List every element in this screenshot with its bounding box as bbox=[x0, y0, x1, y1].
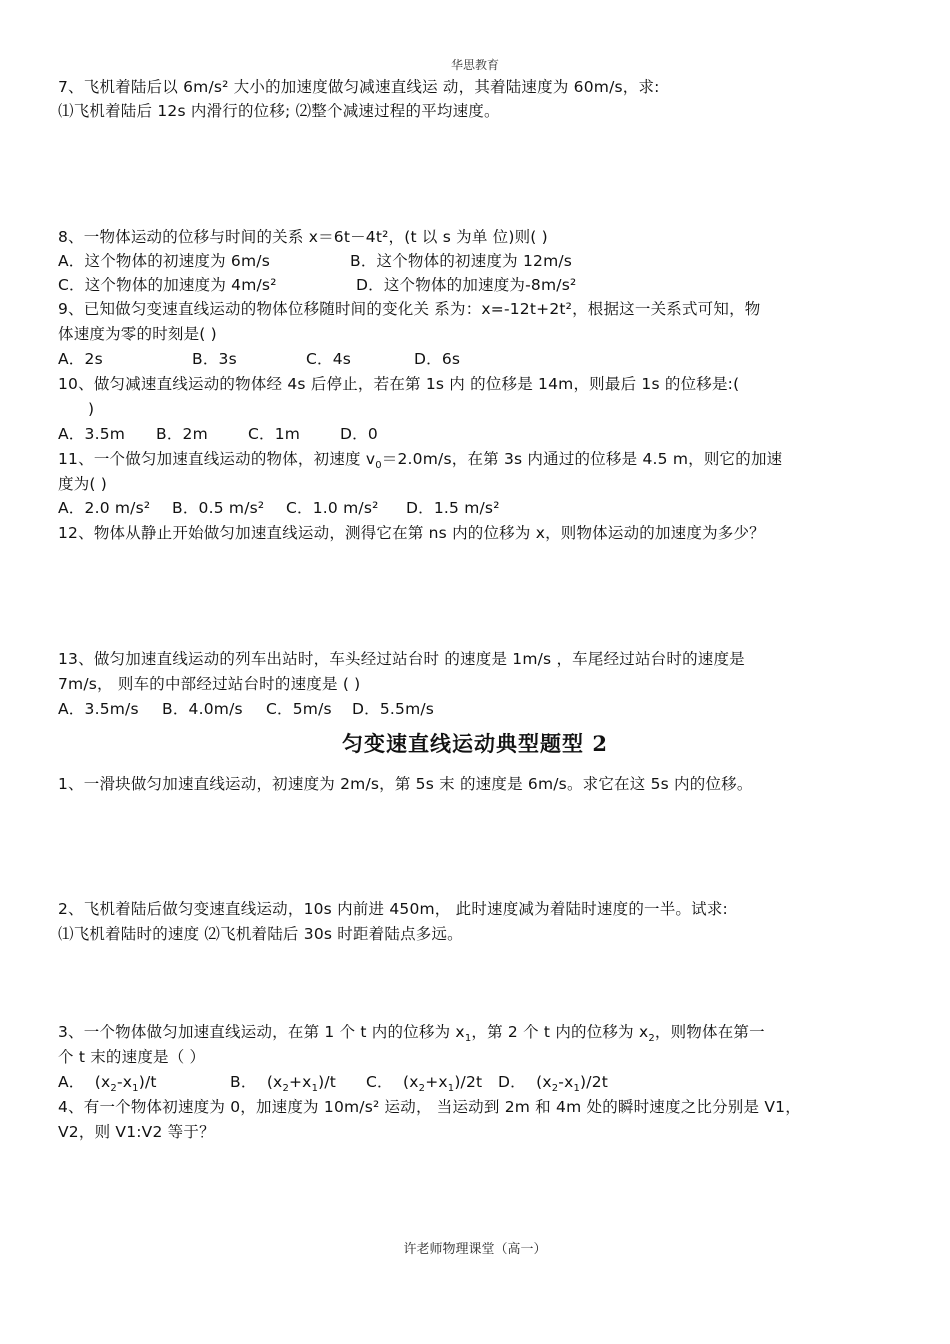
section-title: 匀变速直线运动典型题型 2 bbox=[342, 731, 608, 756]
s2q3-sub-2: 2 bbox=[648, 1033, 655, 1044]
s2q3-option-c bbox=[366, 1071, 498, 1093]
s2q3-b-s2: 1 bbox=[311, 1083, 319, 1094]
s2q3-d-s1: 2 bbox=[551, 1083, 559, 1094]
s2q3-option-d bbox=[498, 1071, 608, 1093]
s2q3-text-b: ，第 2 个 t 内的位移为 x bbox=[471, 1023, 649, 1041]
section2-question-3-line-1 bbox=[58, 1021, 894, 1043]
question-11-text-b: ＝2.0m/s，在第 3s 内通过的位移是 4.5 m，则它的加速 bbox=[381, 450, 783, 468]
question-8-options-row-1 bbox=[58, 250, 894, 272]
question-10-option-a: A．3.5m bbox=[58, 425, 126, 443]
question-9-options bbox=[58, 348, 894, 370]
section2-question-4-line-2: V2，则 V1:V2 等于？ bbox=[58, 1123, 215, 1141]
s2q3-a-c: )/t bbox=[138, 1073, 157, 1091]
section2-question-3-line-2: 个 t 末的速度是（ ） bbox=[58, 1048, 206, 1066]
s2q3-sub-1: 1 bbox=[464, 1033, 472, 1044]
s2q3-b-b: +x bbox=[289, 1073, 312, 1091]
s2q3-a-b: -x bbox=[116, 1073, 133, 1091]
question-10-line-2: ) bbox=[88, 400, 95, 418]
question-13-option-b: B．4.0m/s bbox=[162, 700, 243, 718]
question-9-line-1: 9、已知做匀变速直线运动的物体位移随时间的变化关 系为：x=-12t+2t²，根据这一关系式可知，物 bbox=[58, 300, 761, 318]
question-10-option-d: D．0 bbox=[340, 425, 378, 443]
question-9-option-a: A．2s bbox=[58, 350, 103, 368]
s2q3-a-a: (x bbox=[94, 1073, 111, 1091]
question-8-option-d: D．这个物体的加速度为-8m/s² bbox=[356, 276, 577, 294]
page-header: 华思教育 bbox=[450, 58, 499, 72]
s2q3-text-c: ，则物体在第一 bbox=[654, 1023, 765, 1041]
question-13-options bbox=[58, 698, 894, 720]
question-8-option-a: A．这个物体的初速度为 6m/s bbox=[58, 252, 270, 270]
question-7-line-1: 7、飞机着陆后以 6m/s² 大小的加速度做匀减速直线运 动，其着陆速度为 60m/s，求: bbox=[58, 78, 660, 96]
page-footer: 许老师物理课堂（高一） bbox=[403, 1242, 547, 1257]
question-10-option-b: B．2m bbox=[156, 425, 208, 443]
question-9-option-d: D．6s bbox=[414, 350, 461, 368]
question-9-option-c: C．4s bbox=[306, 350, 352, 368]
s2q3-option-a bbox=[58, 1071, 230, 1093]
s2q3-c-b: +x bbox=[425, 1073, 448, 1091]
question-9-line-2: 体速度为零的时刻是( ) bbox=[58, 325, 217, 343]
question-11-line-2: 度为( ) bbox=[58, 475, 108, 493]
question-7-line-2: ⑴飞机着陆后 12s 内滑行的位移; ⑵整个减速过程的平均速度。 bbox=[58, 102, 500, 120]
question-12-line-1: 12、物体从静止开始做匀加速直线运动，测得它在第 ns 内的位移为 x，则物体运动的加速度为多少？ bbox=[58, 524, 765, 542]
s2q3-c-a: (x bbox=[403, 1073, 419, 1091]
s2q3-option-b-label: B． bbox=[230, 1073, 257, 1091]
s2q3-c-s2: 1 bbox=[447, 1083, 455, 1094]
s2q3-d-b: -x bbox=[558, 1073, 574, 1091]
question-11-subscript: 0 bbox=[375, 460, 382, 471]
s2q3-c-s1: 2 bbox=[418, 1083, 426, 1094]
question-8-option-c: C．这个物体的加速度为 4m/s² bbox=[58, 276, 277, 294]
question-11-options bbox=[58, 497, 894, 519]
question-10-option-c: C．1m bbox=[248, 425, 301, 443]
question-11-option-b: B．0.5 m/s² bbox=[172, 499, 265, 517]
s2q3-d-c: )/2t bbox=[580, 1073, 609, 1091]
question-10-options bbox=[58, 423, 894, 445]
question-13-line-2: 7m/s， 则车的中部经过站台时的速度是 ( ) bbox=[58, 675, 361, 693]
s2q3-option-a-label: A． bbox=[58, 1073, 85, 1091]
section2-question-1: 1、一滑块做匀加速直线运动，初速度为 2m/s，第 5s 末 的速度是 6m/s。求它在这 5s 内的位移。 bbox=[58, 775, 753, 793]
question-13-option-c: C．5m/s bbox=[266, 700, 332, 718]
section2-question-2-line-1: 2、飞机着陆后做匀变速直线运动，10s 内前进 450m， 此时速度减为着陆时速度的一半。试求: bbox=[58, 900, 728, 918]
question-11-line-1 bbox=[58, 448, 894, 470]
question-13-option-a: A．3.5m/s bbox=[58, 700, 139, 718]
s2q3-b-s1: 2 bbox=[282, 1083, 289, 1094]
section2-question-4-line-1: 4、有一个物体初速度为 0，加速度为 10m/s² 运动， 当运动到 2m 和 4m 处的瞬时速度之比分别是 V1， bbox=[58, 1098, 801, 1116]
s2q3-d-a: (x bbox=[536, 1073, 552, 1091]
question-9-option-b: B．3s bbox=[192, 350, 237, 368]
question-11-option-c: C．1.0 m/s² bbox=[286, 499, 379, 517]
question-11-option-d: D．1.5 m/s² bbox=[406, 499, 500, 517]
question-11-text-a: 11、一个做匀加速直线运动的物体，初速度 v bbox=[58, 450, 376, 468]
s2q3-text-a: 3、一个物体做匀加速直线运动，在第 1 个 t 内的位移为 x bbox=[58, 1023, 465, 1041]
s2q3-d-s2: 1 bbox=[573, 1083, 581, 1094]
s2q3-option-b bbox=[230, 1071, 366, 1093]
s2q3-b-c: )/t bbox=[318, 1073, 337, 1091]
section2-question-3-options bbox=[58, 1071, 894, 1093]
s2q3-a-s2: 1 bbox=[132, 1083, 139, 1094]
question-13-option-d: D．5.5m/s bbox=[352, 700, 435, 718]
question-13-line-1: 13、做匀加速直线运动的列车出站时，车头经过站台时 的速度是 1m/s ，车尾经过站台时的速度是 bbox=[58, 650, 745, 668]
question-8-options-row-2 bbox=[58, 274, 894, 296]
section2-question-2-line-2: ⑴飞机着陆时的速度 ⑵飞机着陆后 30s 时距着陆点多远。 bbox=[58, 925, 463, 943]
question-8-option-b: B．这个物体的初速度为 12m/s bbox=[350, 252, 573, 270]
s2q3-b-a: (x bbox=[266, 1073, 283, 1091]
question-11-option-a: A．2.0 m/s² bbox=[58, 499, 151, 517]
s2q3-c-c: )/2t bbox=[454, 1073, 483, 1091]
s2q3-a-s1: 2 bbox=[110, 1083, 117, 1094]
s2q3-option-d-label: D． bbox=[498, 1073, 526, 1091]
s2q3-option-c-label: C． bbox=[366, 1073, 393, 1091]
question-8-stem: 8、一物体运动的位移与时间的关系 x＝6t－4t²，(t 以 s 为单 位)则( ) bbox=[58, 228, 548, 246]
question-10-line-1: 10、做匀减速直线运动的物体经 4s 后停止，若在第 1s 内 的位移是 14m，则最后 1s 的位移是:( bbox=[58, 375, 740, 393]
